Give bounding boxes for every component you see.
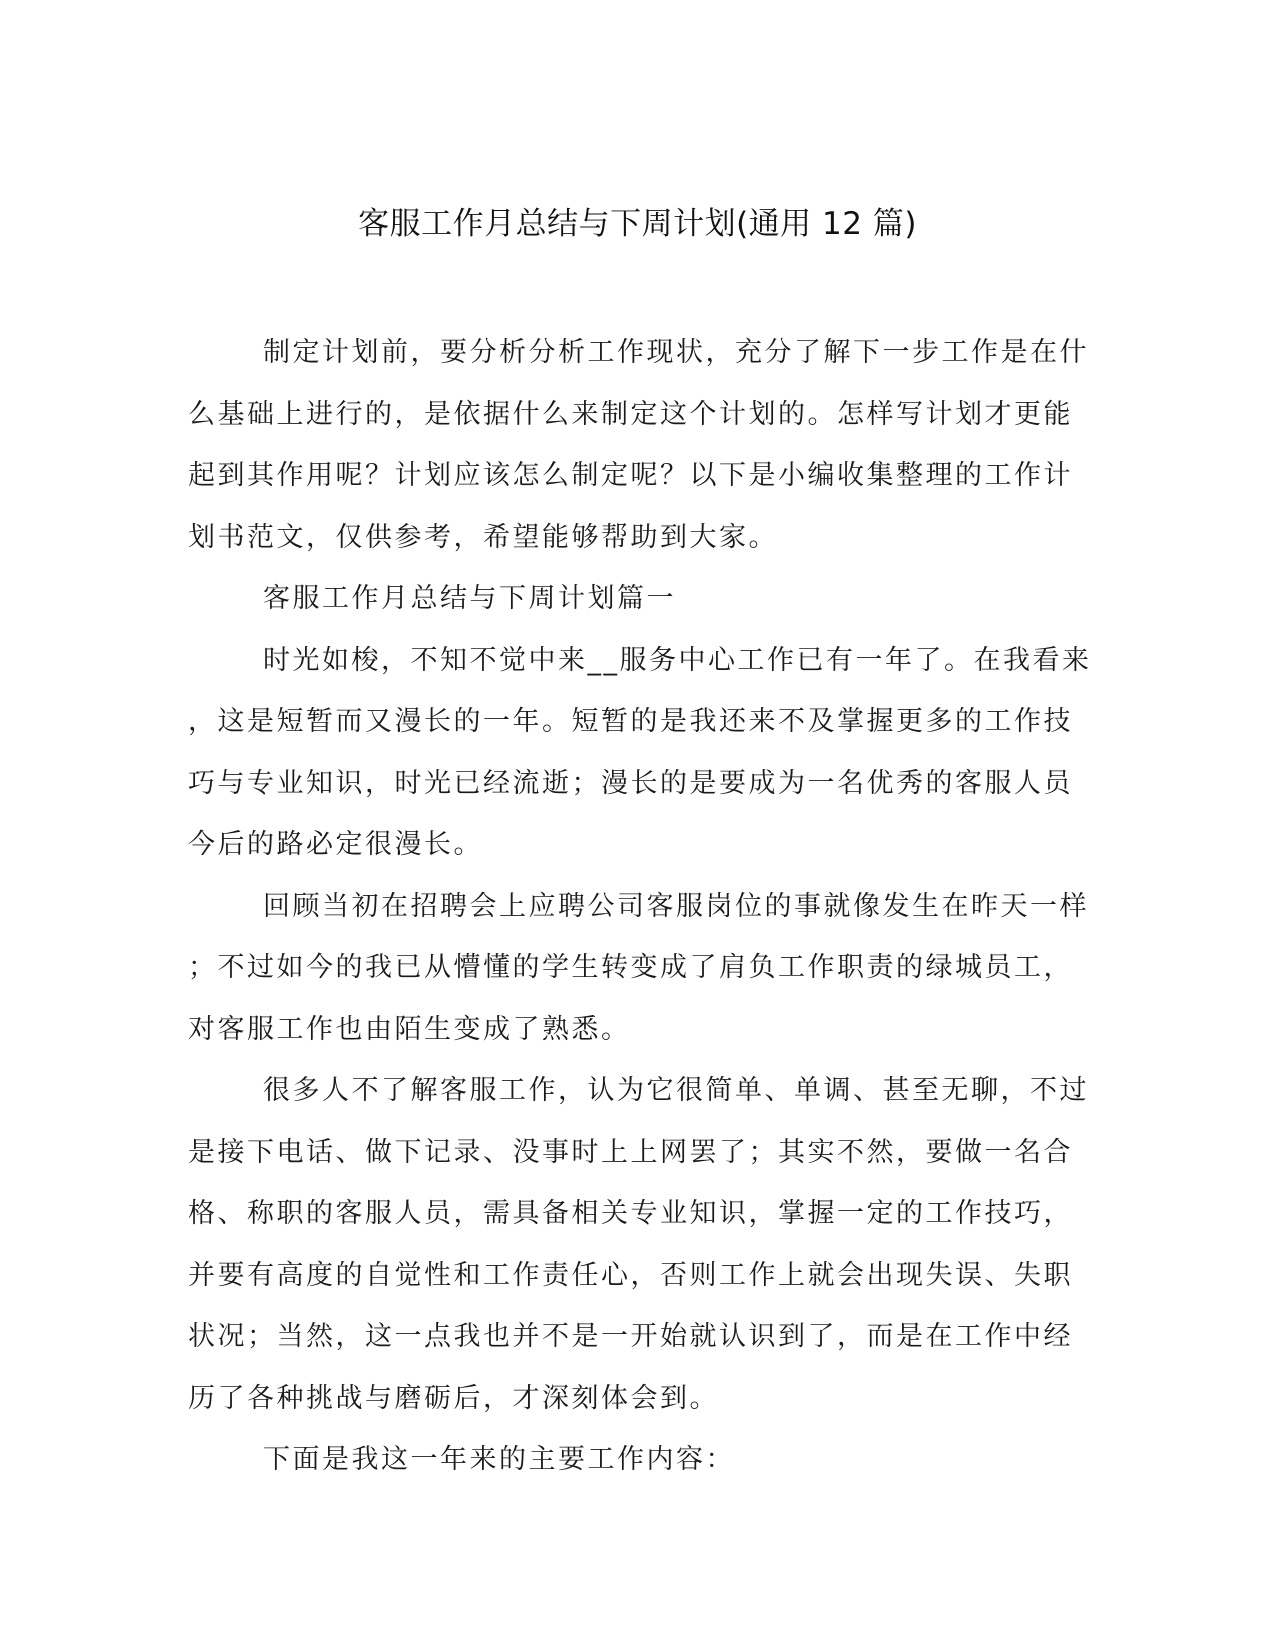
- paragraph-line: 划书范文，仅供参考，希望能够帮助到大家。: [188, 521, 778, 553]
- paragraph-line: 么基础上进行的，是依据什么来制定这个计划的。怎样写计划才更能: [188, 398, 1073, 430]
- document-body: [188, 322, 1092, 1491]
- paragraph-line: 起到其作用呢？计划应该怎么制定呢？以下是小编收集整理的工作计: [188, 460, 1073, 491]
- document-title: 客服工作月总结与下周计划(通用 12 篇): [358, 206, 917, 242]
- paragraph-line: 格、称职的客服人员，需具备相关专业知识，掌握一定的工作技巧，: [188, 1198, 1073, 1229]
- paragraph-line: 状况；当然，这一点我也并不是一开始就认识到了，而是在工作中经: [188, 1321, 1073, 1352]
- paragraph-line: 是接下电话、做下记录、没事时上上网罢了；其实不然，要做一名合: [188, 1136, 1073, 1168]
- paragraph-line: 历了各种挑战与磨砺后，才深刻体会到。: [188, 1382, 719, 1414]
- paragraph-line: ；不过如今的我已从懵懂的学生转变成了肩负工作职责的绿城员工，: [188, 952, 1073, 983]
- paragraph-line: 很多人不了解客服工作，认为它很简单、单调、甚至无聊，不过: [263, 1075, 1089, 1106]
- paragraph-line: 对客服工作也由陌生变成了熟悉。: [188, 1013, 631, 1045]
- paragraph-line: ，这是短暂而又漫长的一年。短暂的是我还来不及掌握更多的工作技: [188, 706, 1073, 737]
- paragraph-line: 下面是我这一年来的主要工作内容：: [263, 1444, 735, 1475]
- paragraph-line: 制定计划前，要分析分析工作现状，充分了解下一步工作是在什: [263, 337, 1089, 368]
- paragraph-line: 并要有高度的自觉性和工作责任心，否则工作上就会出现失误、失职: [188, 1259, 1073, 1291]
- section-heading: 客服工作月总结与下周计划篇一: [263, 583, 676, 614]
- paragraph-line: 今后的路必定很漫长。: [188, 829, 483, 860]
- paragraph-line: 回顾当初在招聘会上应聘公司客服岗位的事就像发生在昨天一样: [263, 890, 1089, 922]
- paragraph-line: 时光如梭，不知不觉中来__服务中心工作已有一年了。在我看来: [263, 644, 1092, 676]
- paragraph-line: 巧与专业知识，时光已经流逝；漫长的是要成为一名优秀的客服人员: [188, 767, 1073, 799]
